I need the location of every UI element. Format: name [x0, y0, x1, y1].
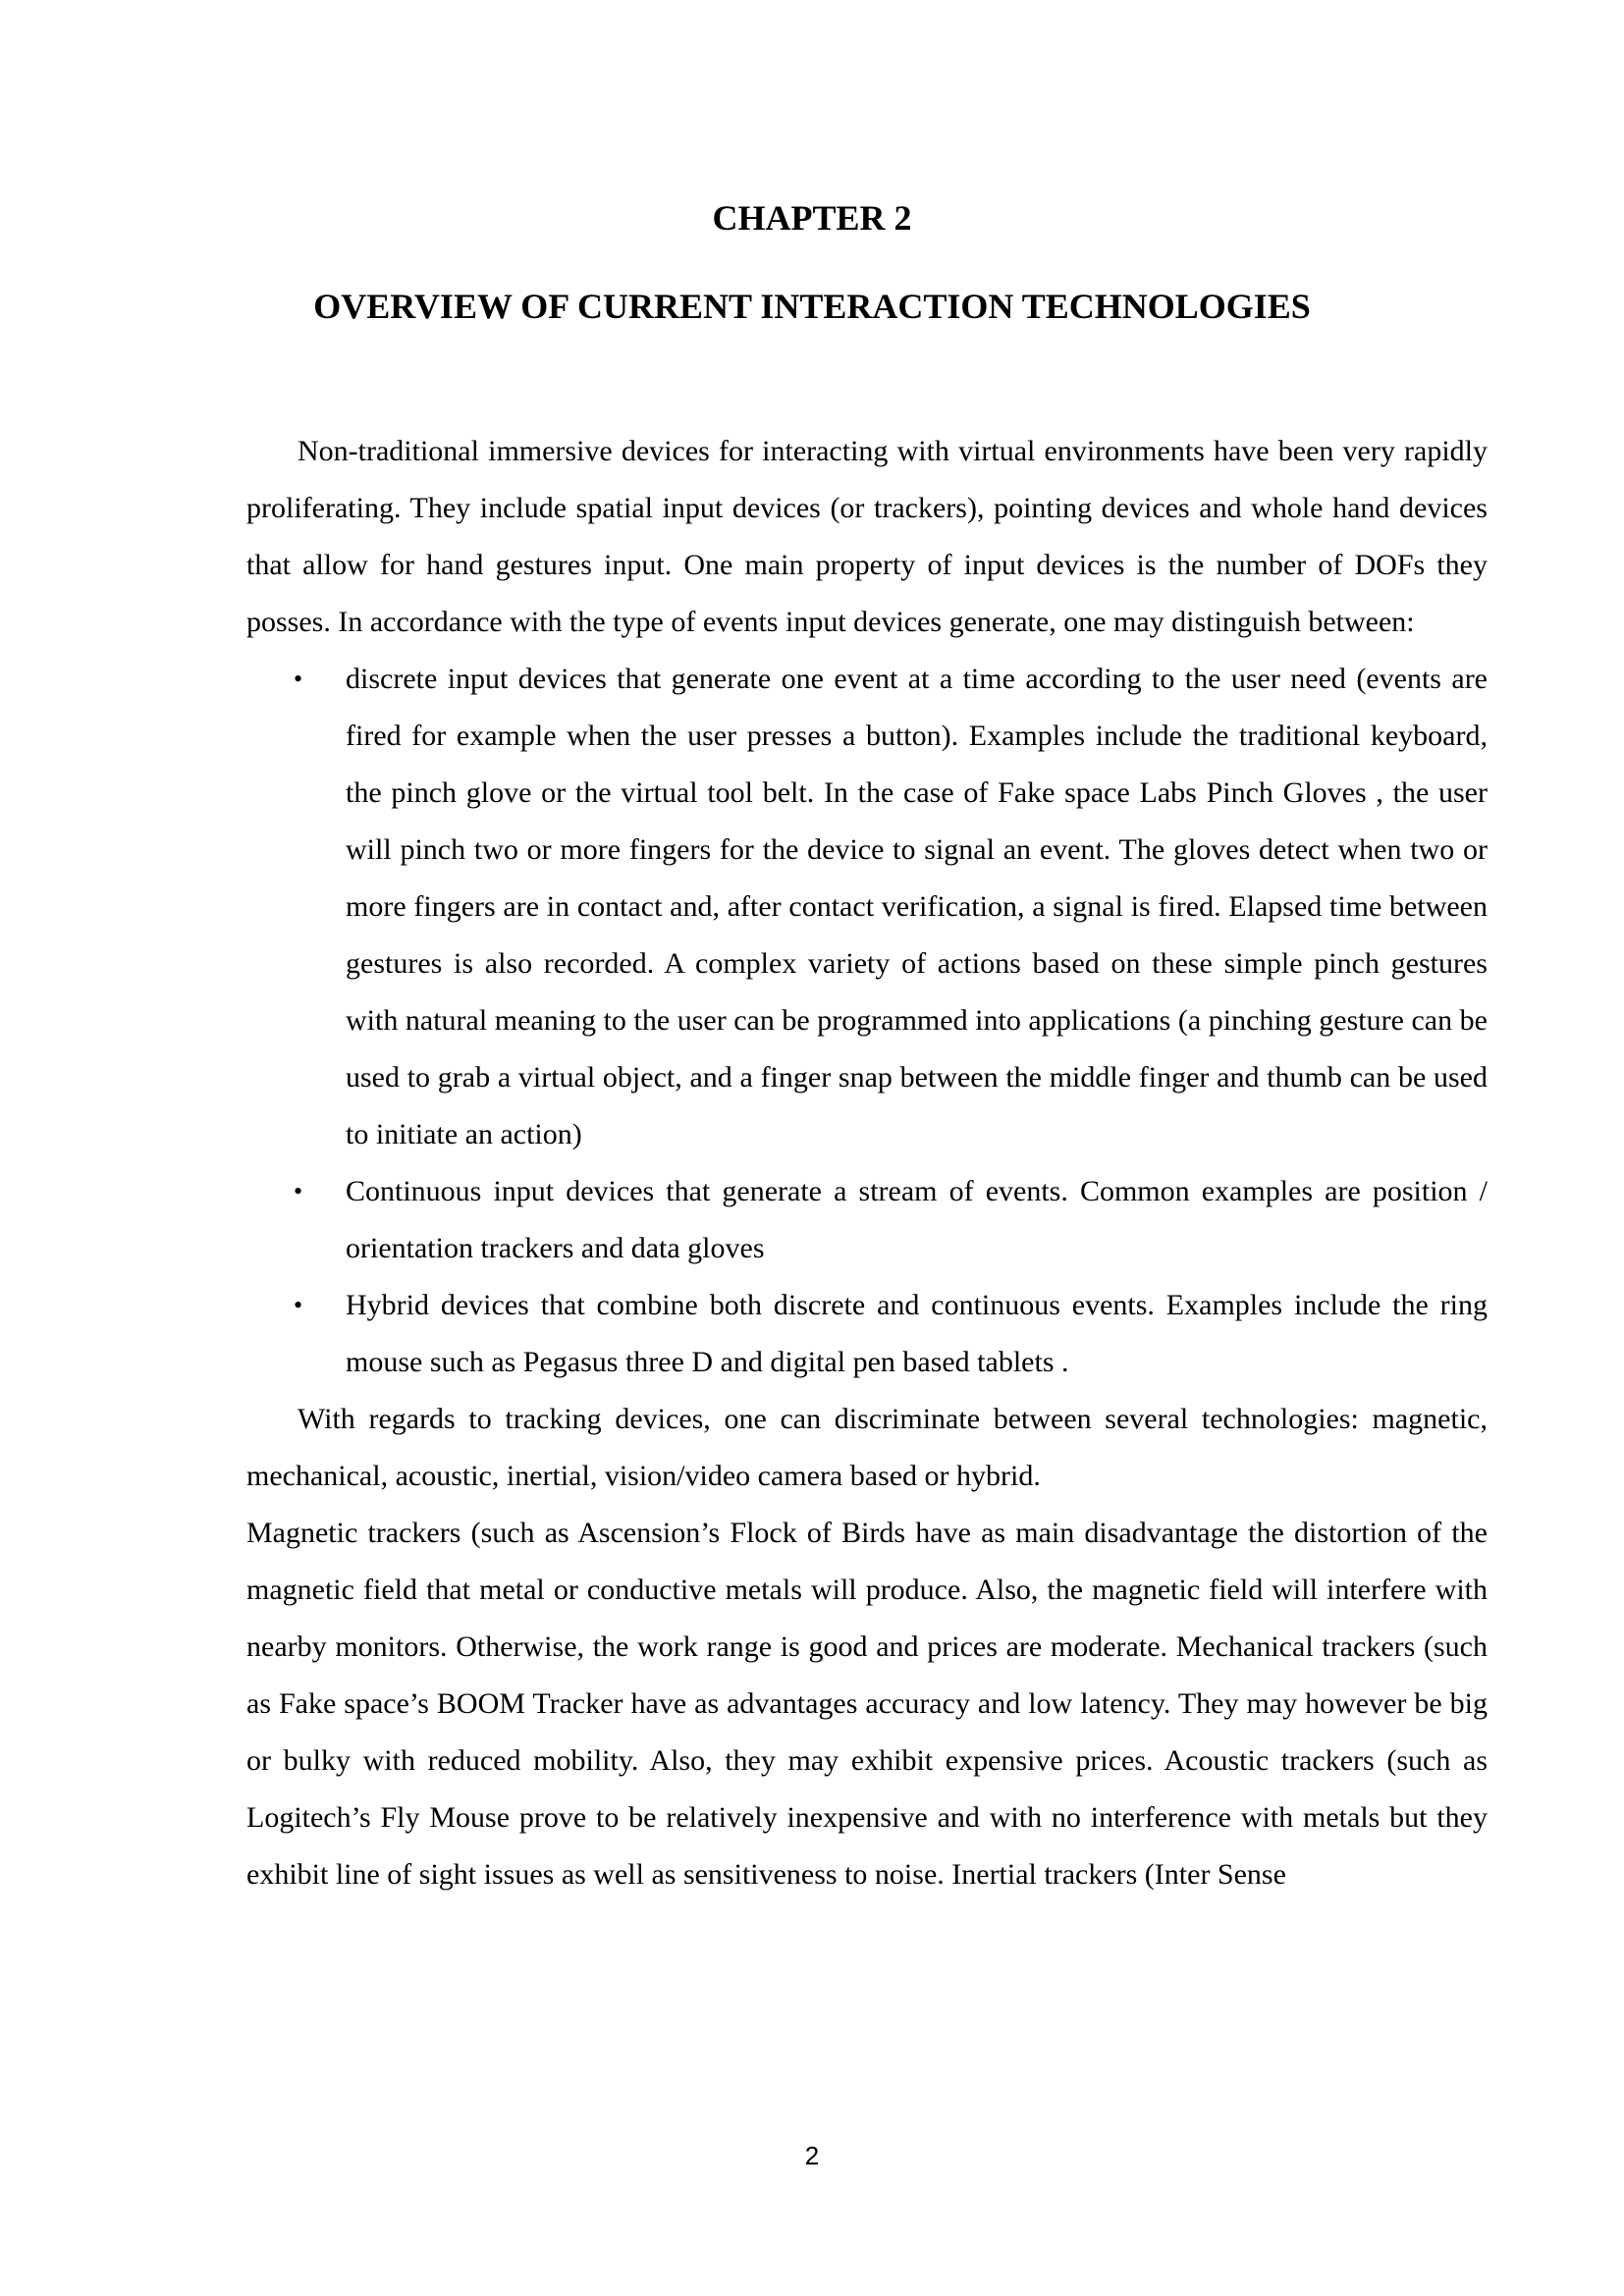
- list-item: [246, 651, 1488, 1163]
- chapter-number: CHAPTER 2: [712, 198, 912, 238]
- list-item-text: Continuous input devices that generate a stream of events. Common examples are position / orientation trackers and data gloves: [346, 1175, 1488, 1264]
- body-text: [246, 423, 1488, 1903]
- device-types-list: [246, 651, 1488, 1391]
- bullet-icon: •: [294, 1291, 303, 1319]
- bullet-icon: •: [294, 1177, 303, 1205]
- chapter-title: OVERVIEW OF CURRENT INTERACTION TECHNOLOGIES: [313, 287, 1311, 326]
- list-item: [246, 1163, 1488, 1277]
- page-number: 2: [804, 2141, 820, 2170]
- list-item-text: Hybrid devices that combine both discrete and continuous events. Examples include the ring mouse such as Pegasus three D and digital pen based tablets .: [346, 1289, 1488, 1378]
- bullet-icon: •: [294, 665, 303, 693]
- list-item-text: discrete input devices that generate one event at a time according to the user need (events are fired for example when the user presses a button). Examples include the traditional keyboard, the pinch glove or the virtual tool belt. In the case of Fake space Labs Pinch Gloves , the user will pinch two or more fingers for the device to signal an event. The gloves detect when two or more fingers are in contact and, after contact verification, a signal is fired. Elapsed time between gestures is also recorded. A complex variety of actions based on these simple pinch gestures with natural meaning to the user can be programmed into applications (a pinching gesture can be used to grab a virtual object, and a finger snap between the middle finger and thumb can be used to initiate an action): [346, 663, 1488, 1150]
- trackers-paragraph: Magnetic trackers (such as Ascension’s Flock of Birds have as main disadvantage the distortion of the magnetic field that metal or conductive metals will produce. Also, the magnetic field will interfere with nearby monitors. Otherwise, the work range is good and prices are moderate. Mechanical trackers (such as Fake space’s BOOM Tracker have as advantages accuracy and low latency. They may however be big or bulky with reduced mobility. Also, they may exhibit expensive prices. Acoustic trackers (such as Logitech’s Fly Mouse prove to be relatively inexpensive and with no interference with metals but they exhibit line of sight issues as well as sensitiveness to noise. Inertial trackers (Inter Sense: [246, 1517, 1488, 1891]
- tracking-paragraph: With regards to tracking devices, one can discriminate between several technologies: magnetic, mechanical, acoustic, inertial, vision/video camera based or hybrid.: [246, 1403, 1488, 1492]
- list-item: [246, 1277, 1488, 1391]
- intro-paragraph: Non-traditional immersive devices for interacting with virtual environments have been very rapidly proliferating. They include spatial input devices (or trackers), pointing devices and whole hand devices that allow for hand gestures input. One main property of input devices is the number of DOFs they posses. In accordance with the type of events input devices generate, one may distinguish between:: [246, 435, 1488, 638]
